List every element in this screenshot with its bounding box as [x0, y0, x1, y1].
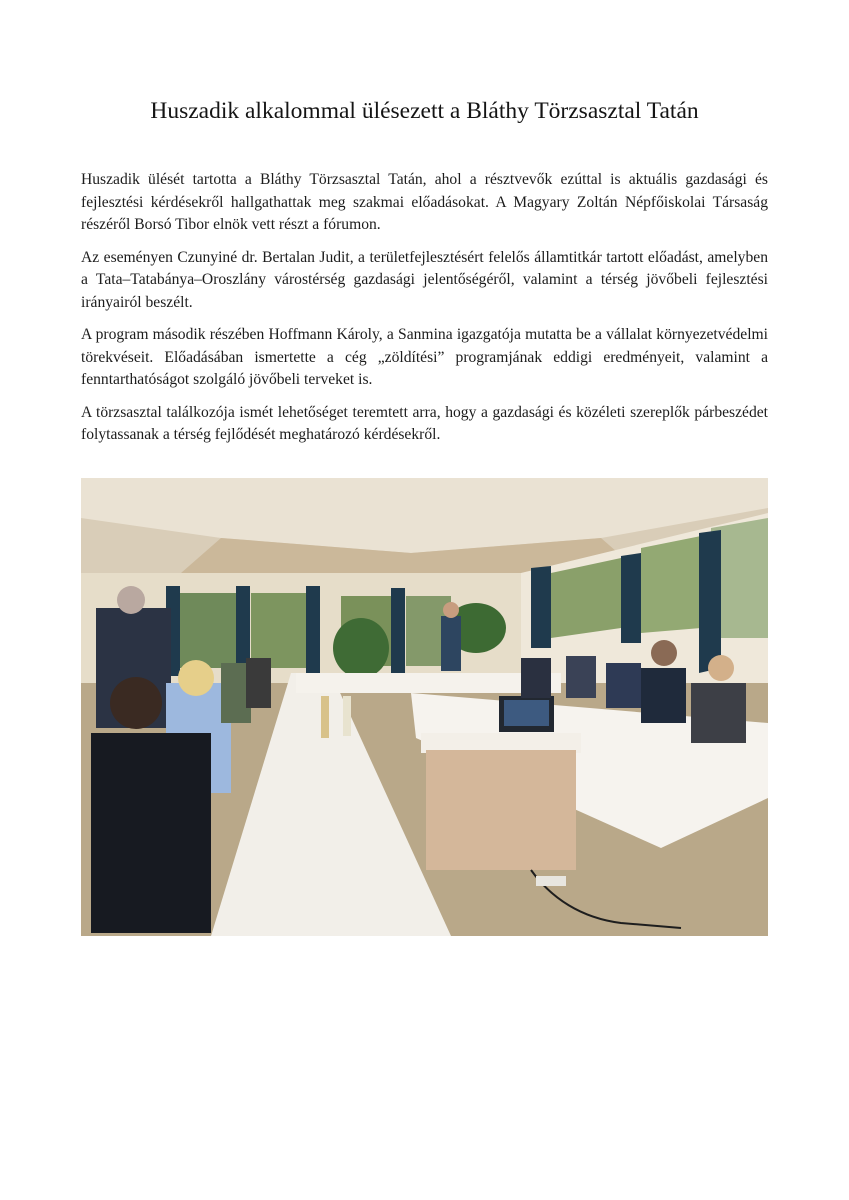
laptop-screen — [504, 700, 549, 726]
article-paragraph-1: Huszadik ülését tartotta a Bláthy Törzsasztal Tatán, ahol a résztvevők ezúttal is aktuális gazdasági és fejlesztési kérdésekről hallgathattak meg szakmai előadásokat. A Magyary Zoltán Népfőiskolai Társaság részéről Borsó Tibor elnök vett részt a fórumon. — [81, 171, 768, 233]
seated-person — [566, 656, 596, 698]
article-body — [81, 169, 768, 457]
bottle — [343, 696, 351, 736]
seated-person — [606, 663, 641, 708]
seated-person-head — [110, 677, 162, 729]
curtain — [621, 553, 641, 643]
article-title: Huszadik alkalommal ülésezett a Bláthy Törzsasztal Tatán — [150, 98, 699, 124]
article-paragraph-4: A törzsasztal találkozója ismét lehetőséget teremtett arra, hogy a gazdasági és közéleti szereplők párbeszédet folytassanak a térség fejlődését meghatározó kérdésekről. — [81, 403, 768, 443]
table-skirt — [426, 750, 576, 870]
seated-person — [691, 683, 746, 743]
article-paragraph-3: A program második részében Hoffmann Károly, a Sanmina igazgatója mutatta be a vállalat környezetvédelmi törekvéseit. Előadásában ismertette a cég „zöldítési” programjának eddigi eredményeit, valamint a fenntarthatóságot szolgáló jövőbeli terveket is. — [81, 326, 768, 388]
seated-person-head — [708, 655, 734, 681]
seated-person-head — [651, 640, 677, 666]
seated-person — [521, 658, 551, 698]
meeting-photo — [81, 478, 768, 936]
curtain — [699, 530, 721, 673]
bottle — [321, 696, 329, 738]
seated-person — [641, 668, 686, 723]
power-strip — [536, 876, 566, 886]
window — [176, 593, 236, 668]
window-right — [641, 536, 701, 633]
window — [251, 593, 306, 668]
seated-person-head — [178, 660, 214, 696]
seated-person — [246, 658, 271, 708]
curtain — [531, 566, 551, 648]
meeting-photo-illustration — [81, 478, 768, 936]
standing-person-head — [117, 586, 145, 614]
speaker-person — [441, 616, 461, 671]
curtain — [306, 586, 320, 676]
article-paragraph-2: Az eseményen Czunyiné dr. Bertalan Judit, a területfejlesztésért felelős államtitkár tartott előadást, amelyben a Tata–Tatabánya–Oroszlány várostérség gazdasági jelentőségéről, valamint a térség jövőbeli fejlesztési irányairól beszélt. — [81, 248, 768, 311]
curtain — [391, 588, 405, 673]
plant — [333, 618, 389, 678]
seated-person — [91, 733, 211, 933]
speaker-head — [443, 602, 459, 618]
